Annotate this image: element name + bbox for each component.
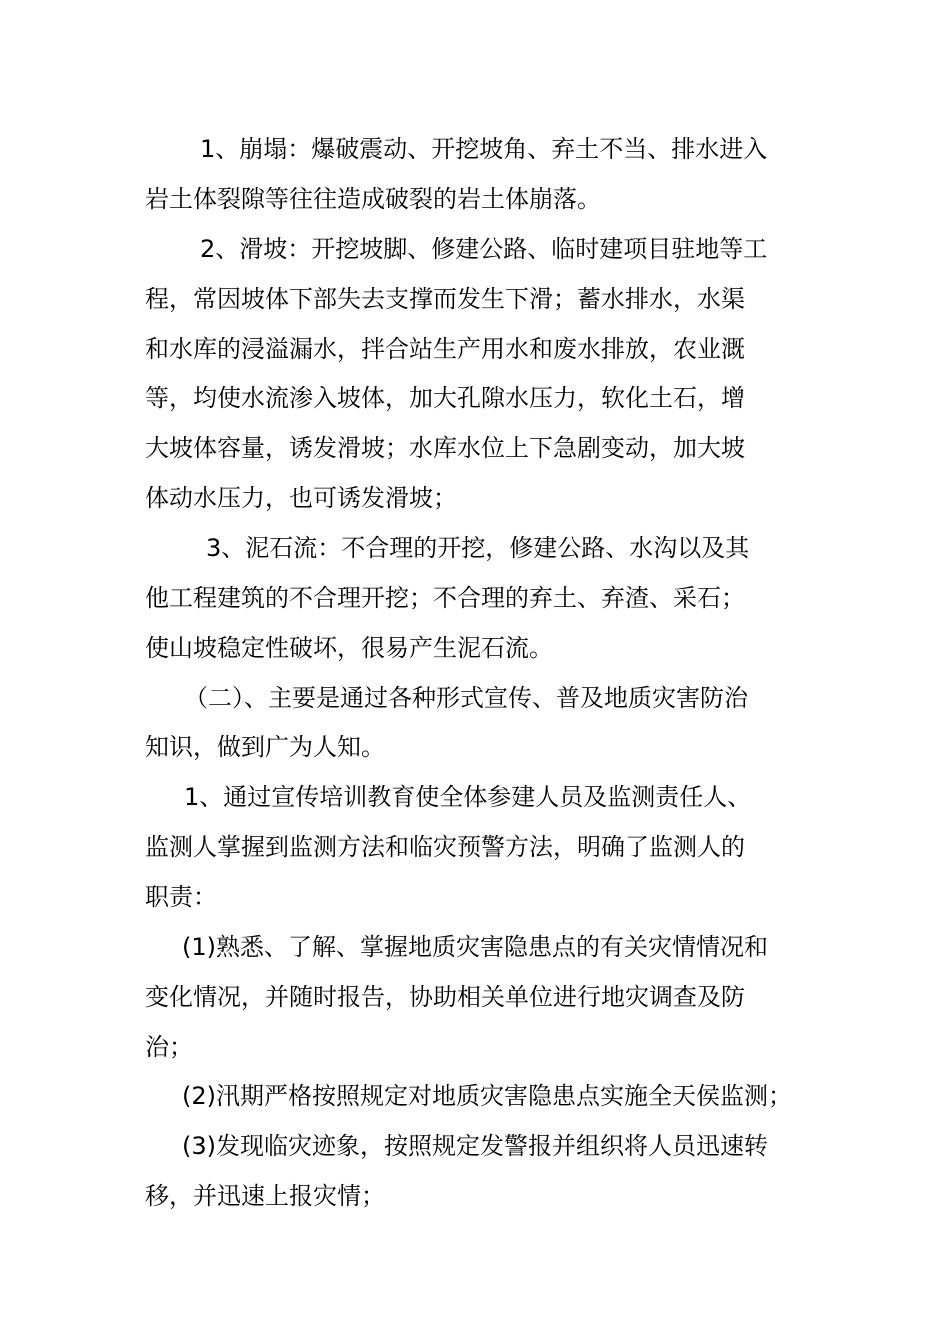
- text-line: 3、泥石流：不合理的开挖，修建公路、水沟以及其: [206, 534, 750, 562]
- text-line: (1)熟悉、了解、掌握地质灾害隐患点的有关灾情情况和: [182, 933, 768, 961]
- text-line: 变化情况，并随时报告，协助相关单位进行地灾调查及防: [145, 983, 745, 1011]
- text-line: (3)发现临灾迹象，按照规定发警报并组织将人员迅速转: [182, 1132, 768, 1160]
- text-line: 职责：: [145, 883, 217, 911]
- text-line: 大坡体容量，诱发滑坡；水库水位上下急剧变动，加大坡: [145, 434, 745, 462]
- text-line: （二）、主要是通过各种形式宣传、普及地质灾害防治: [184, 684, 748, 712]
- text-line: 1、崩塌：爆破震动、开挖坡角、弃土不当、排水进入: [200, 135, 768, 163]
- text-line: 他工程建筑的不合理开挖；不合理的弃土、弃渣、采石；: [145, 584, 745, 612]
- text-line: 治；: [145, 1033, 193, 1061]
- text-line: 使山坡稳定性破坏，很易产生泥石流。: [145, 634, 553, 662]
- text-line: 监测人掌握到监测方法和临灾预警方法，明确了监测人的: [145, 833, 745, 861]
- text-line: 移，并迅速上报灾情；: [145, 1182, 385, 1210]
- text-line: (2)汛期严格按照规定对地质灾害隐患点实施全天侯监测；: [182, 1082, 792, 1110]
- text-line: 1、通过宣传培训教育使全体参建人员及监测责任人、: [184, 783, 752, 811]
- text-line: 2、滑坡：开挖坡脚、修建公路、临时建项目驻地等工: [200, 235, 768, 263]
- text-line: 等，均使水流渗入坡体，加大孔隙水压力，软化土石，增: [145, 384, 745, 412]
- text-line: 和水库的浸溢漏水，拌合站生产用水和废水排放，农业溉: [145, 335, 745, 363]
- text-line: 体动水压力，也可诱发滑坡；: [145, 484, 457, 512]
- text-line: 程，常因坡体下部失去支撑而发生下滑；蓄水排水，水渠: [145, 285, 745, 313]
- text-line: 岩土体裂隙等往往造成破裂的岩土体崩落。: [145, 185, 601, 213]
- text-line: 知识，做到广为人知。: [145, 733, 385, 761]
